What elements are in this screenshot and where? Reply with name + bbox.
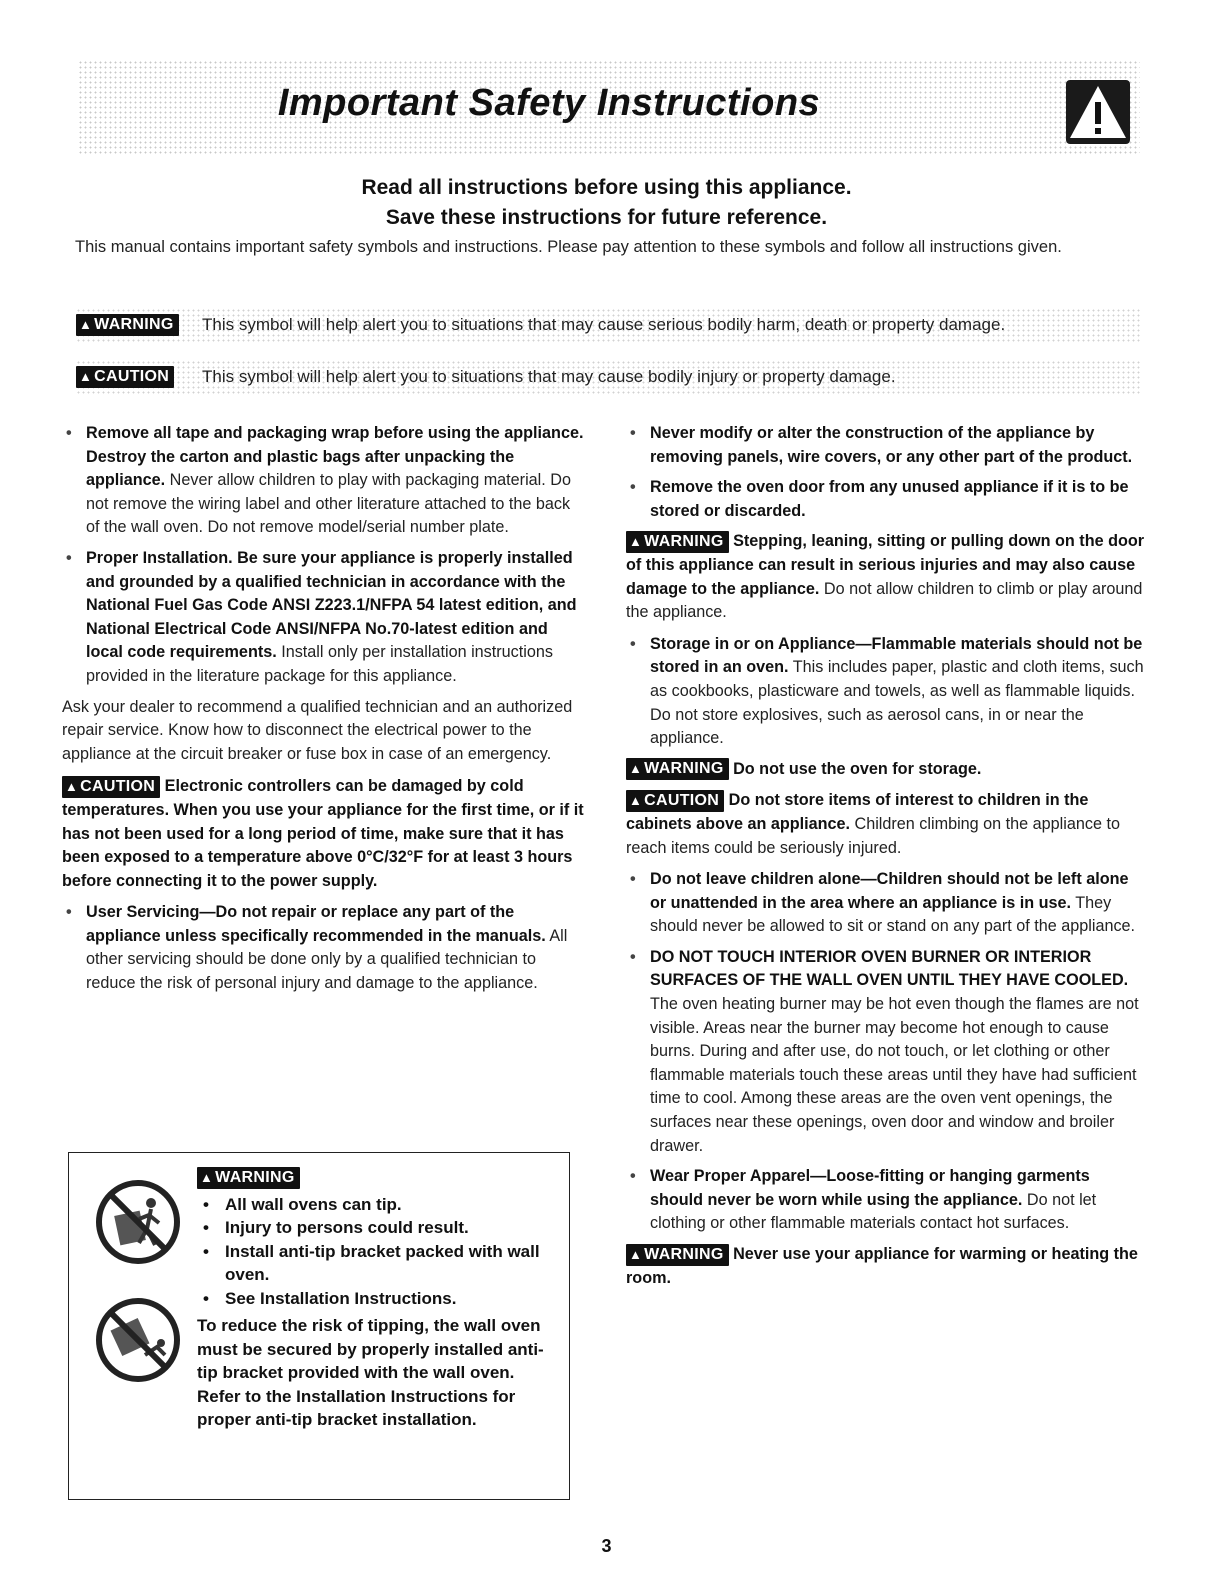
left-column (62, 422, 586, 1003)
warning-legend-row (76, 308, 1140, 344)
intro-line-2: Save these instructions for future reference. (385, 206, 828, 229)
list-item: • Proper Installation. Be sure your appliance is properly installed and grounded by a qualified technician in accordance with the National Fuel Gas Code ANSI Z223.1/NFPA 54 latest edition, and National Electrical Code ANSI/NFPA No.70-latest edition and local code requirements. Install only per installation instructions provided in the literature package for this appliance. (66, 548, 577, 685)
right-column (626, 422, 1147, 1298)
warning-triangle-icon: ▲ (200, 1169, 214, 1185)
warning-badge: ▲ WARNING (626, 531, 729, 553)
warning-heating: ▲ WARNING Never use your appliance for warming or heating the room. (626, 1245, 1138, 1287)
warning-badge: ▲ WARNING (76, 314, 179, 336)
anti-tip-content (197, 1165, 549, 1432)
caution-cabinets: ▲ CAUTION Do not store items of interest to children in the cabinets above an appliance. Children climbing on the appliance to reach items could be seriously injured. (626, 791, 1120, 857)
bullet: • (630, 424, 636, 442)
list-item: • DO NOT TOUCH INTERIOR OVEN BURNER OR INTERIOR SURFACES OF THE WALL OVEN UNTIL THEY HAVE COOLED. The oven heating burner may be hot even though the flames are not visible. Areas near the burner may become hot enough to cause burns. During and after use, do not touch, or let clothing or other flammable materials touch these areas until they have had sufficient time to cool. Among these areas are the oven vent openings, the surfaces near these openings, oven door and window and broiler drawer. (630, 947, 1139, 1155)
warning-triangle-icon (1066, 80, 1130, 144)
anti-tip-instructions: To reduce the risk of tipping, the wall oven must be secured by properly installed anti-tip bracket provided with the wall oven. Refer to the Installation Instructions for proper anti-tip bracket installation. (197, 1316, 544, 1430)
intro-paragraph: This manual contains important safety symbols and instructions. Please pay attention to these symbols and follow all instructions given. (75, 238, 1062, 256)
caution-badge: ▲ CAUTION (76, 366, 174, 388)
warning-triangle-icon: ▲ (629, 793, 643, 809)
intro-line-1: Read all instructions before using this appliance. (361, 176, 852, 199)
bullet: • (66, 424, 72, 442)
anti-tip-bullets (197, 1193, 549, 1311)
warning-badge: ▲ WARNING (197, 1167, 300, 1189)
dealer-paragraph: Ask your dealer to recommend a qualified technician and an authorized repair service. Know how to disconnect the electrical power to the appliance at the circuit breaker or fuse box in case of an emergency. (62, 697, 573, 763)
bullet: • (630, 947, 636, 966)
bullet: • (630, 870, 636, 889)
caution-legend-row (76, 360, 1140, 396)
list-item: • Never modify or alter the construction of the appliance by removing panels, wire covers, or any other part of the product. (630, 424, 1133, 466)
bullet: • (630, 1167, 636, 1186)
list-item: • Remove all tape and packaging wrap before using the appliance. Destroy the carton and plastic bags after unpacking the appliance. Never allow children to play with packaging material. Do not remove the wiring label and other literature attached to the back of the wall oven. Do not remove model/serial number plate. (66, 424, 584, 537)
oven-falling-prohibited-icon (95, 1297, 181, 1383)
warning-triangle-icon: ▲ (629, 1246, 643, 1262)
warning-oven-door: ▲ WARNING Stepping, leaning, sitting or pulling down on the door of this appliance can result in serious injuries and may also cause damage to the appliance. Do not allow children to climb or play around the appliance. (626, 532, 1145, 622)
list-item: • Storage in or on Appliance—Flammable materials should not be stored in an oven. This includes paper, plastic and cloth items, such as cookbooks, plasticware and towels, as well as flammable liquids. Do not store explosives, such as aerosol cans, in or near the appliance. (630, 634, 1144, 748)
list-item: • Injury to persons could result. (203, 1218, 469, 1238)
warning-badge: ▲ WARNING (626, 758, 729, 780)
bullet: • (630, 634, 636, 653)
list-item: • Remove the oven door from any unused appliance if it is to be stored or discarded. (630, 478, 1129, 520)
warning-badge: ▲ WARNING (626, 1244, 729, 1266)
list-item: • Install anti-tip bracket packed with wall oven. (203, 1241, 540, 1285)
warning-triangle-icon: ▲ (629, 761, 643, 777)
bullet: • (66, 548, 72, 567)
caution-badge: ▲ CAUTION (62, 776, 160, 798)
warning-triangle-icon: ▲ (629, 534, 643, 550)
warning-storage: ▲ WARNING Do not use the oven for storage. (626, 758, 1147, 782)
bullet: • (630, 478, 636, 497)
caution-badge: ▲ CAUTION (626, 790, 724, 812)
page-title: Important Safety Instructions (277, 82, 821, 124)
warning-legend-text: This symbol will help alert you to situations that may cause serious bodily harm, death or property damage. (202, 315, 1006, 334)
warning-triangle-icon: ▲ (79, 369, 93, 384)
list-item: • User Servicing—Do not repair or replace any part of the appliance unless specifically recommended in the manuals. All other servicing should be done only by a qualified technician to reduce the risk of personal injury and damage to the appliance. (66, 903, 568, 993)
bullet: • (66, 903, 72, 922)
page-number: 3 (601, 1536, 612, 1556)
list-item: • See Installation Instructions. (203, 1288, 457, 1308)
caution-electronic-controllers: ▲ CAUTION Electronic controllers can be damaged by cold temperatures. When you use your appliance for the first time, or if it has not been used for a long period of time, make sure that it has been exposed to a temperature above 0°C/32°F for at least 3 hours before connecting it to the power supply. (62, 777, 584, 890)
warning-triangle-icon: ▲ (65, 779, 79, 795)
list-item: • Do not leave children alone—Children should not be left alone or unattended in the area where an appliance is in use. They should never be allowed to sit or stand on any part of the appliance. (630, 870, 1136, 936)
warning-triangle-icon: ▲ (79, 317, 93, 332)
list-item: • All wall ovens can tip. (203, 1194, 402, 1214)
anti-tip-warning-box (68, 1152, 570, 1500)
header-banner (78, 60, 1140, 156)
oven-tip-prohibited-icon (95, 1179, 181, 1265)
list-item: • Wear Proper Apparel—Loose-fitting or hanging garments should never be worn while using the appliance. Do not let clothing or other flammable materials contact hot surfaces. (630, 1167, 1097, 1233)
caution-legend-text: This symbol will help alert you to situations that may cause bodily injury or property damage. (202, 367, 896, 386)
